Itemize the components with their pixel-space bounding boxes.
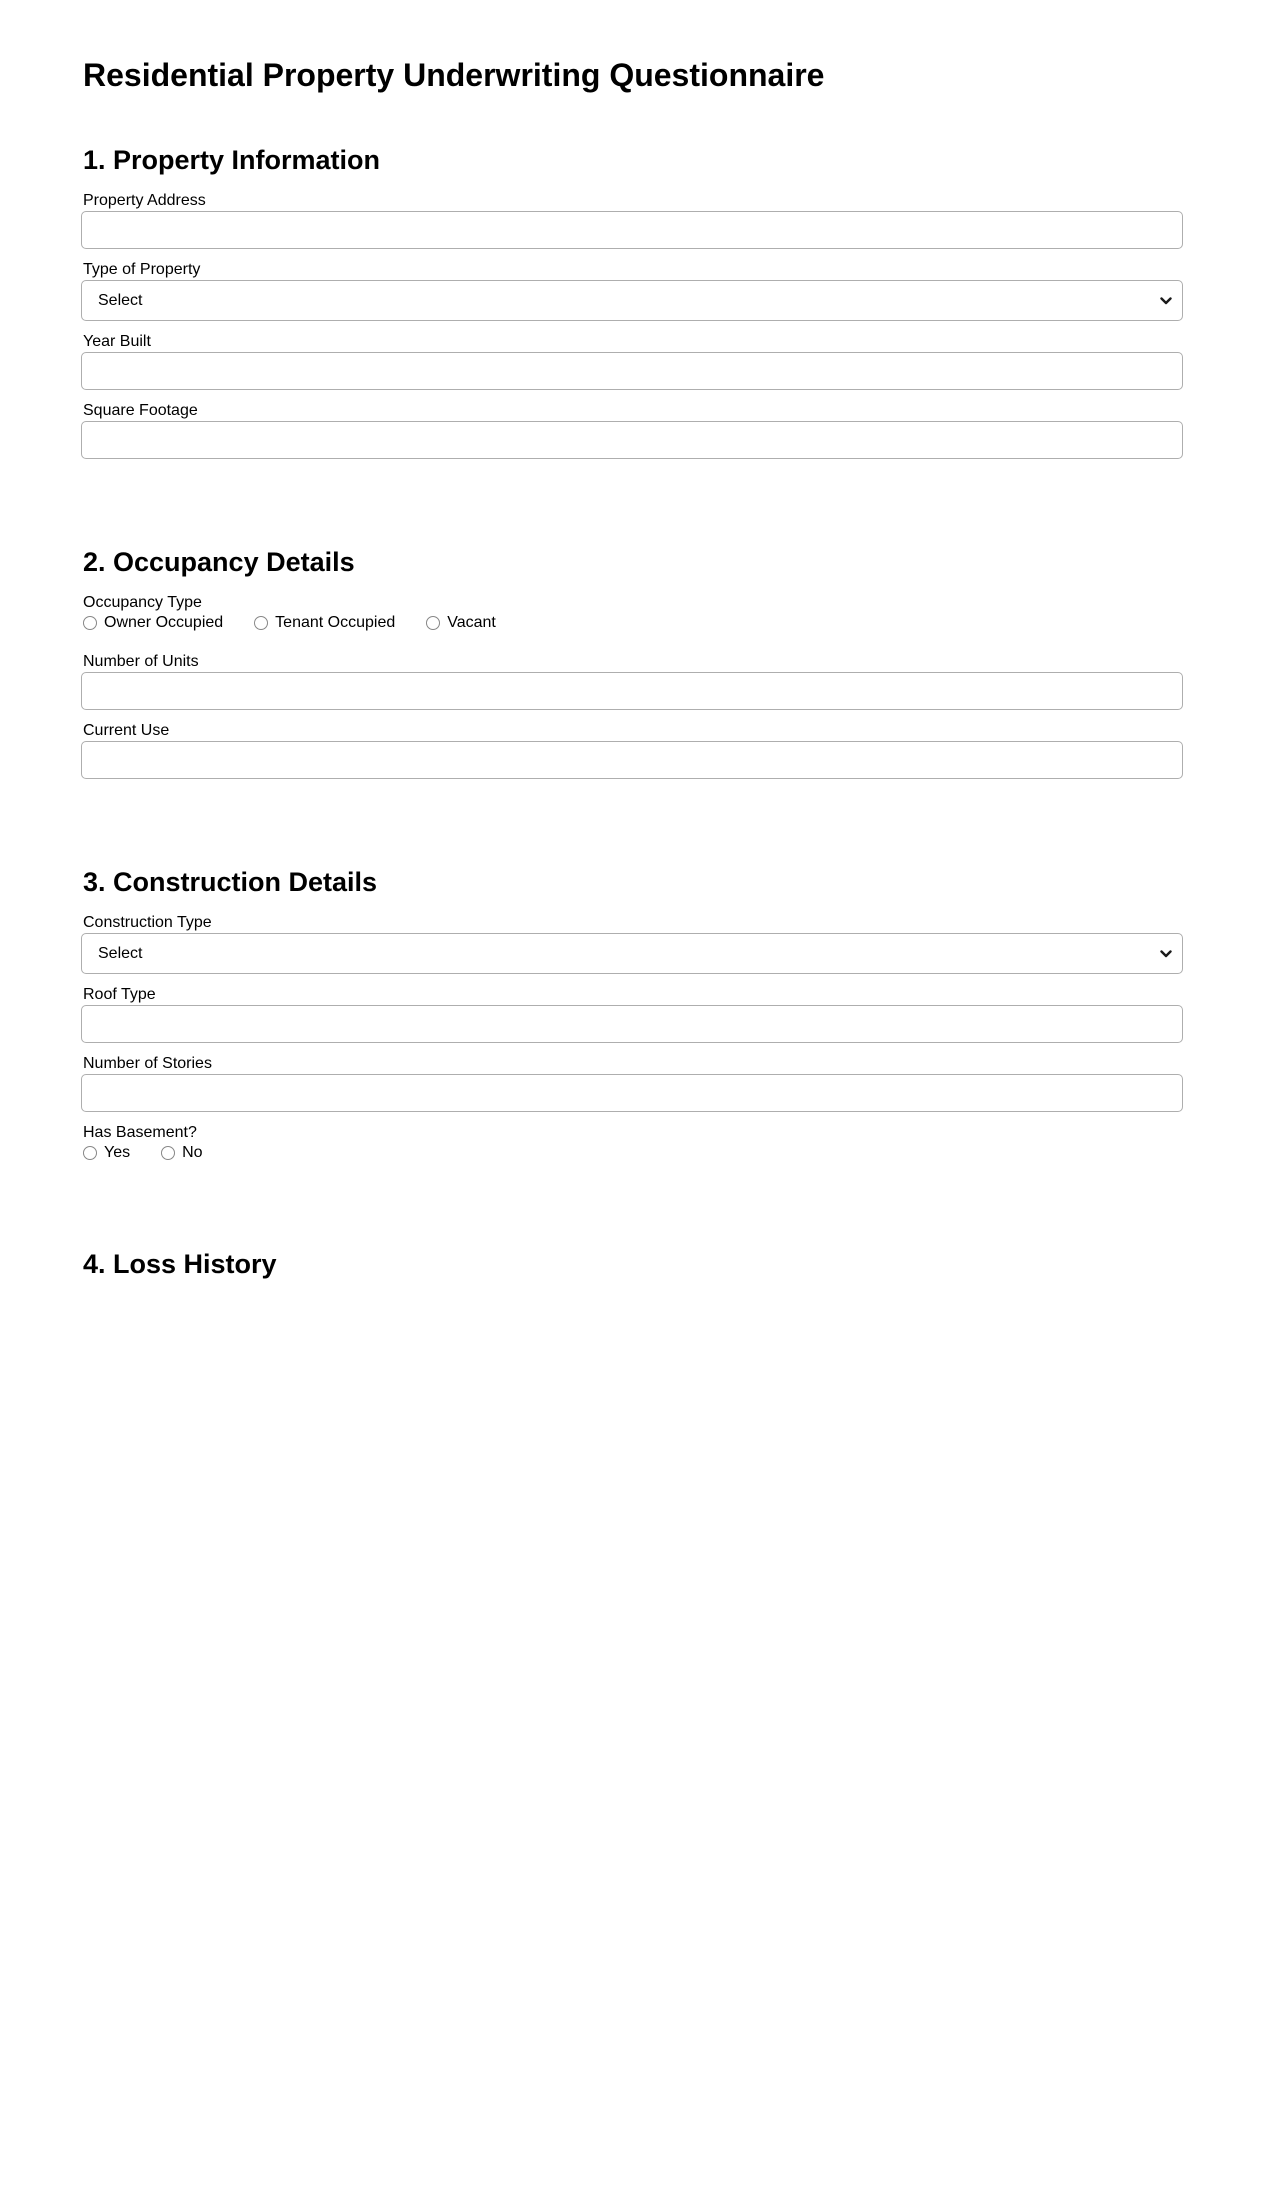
- roof-type-input[interactable]: [81, 1005, 1183, 1043]
- vacant-radio[interactable]: [426, 616, 440, 630]
- occupancy-type-radio-group: [83, 615, 1183, 631]
- property-address-label: Property Address: [83, 192, 206, 209]
- field-has-basement: [81, 1124, 1183, 1161]
- number-of-units-input[interactable]: [81, 672, 1183, 710]
- vacant-radio-label: Vacant: [447, 614, 496, 631]
- year-built-input[interactable]: [81, 352, 1183, 390]
- field-property-address: [81, 192, 1183, 249]
- owner-occupied-radio[interactable]: [83, 616, 97, 630]
- section-heading-construction-details: 3. Construction Details: [83, 867, 378, 897]
- field-current-use: [81, 722, 1183, 779]
- radio-option-tenant-occupied[interactable]: [254, 615, 395, 631]
- square-footage-input[interactable]: [81, 421, 1183, 459]
- owner-occupied-radio-label: Owner Occupied: [104, 614, 224, 631]
- field-occupancy-type: [81, 594, 1183, 631]
- radio-option-yes[interactable]: [83, 1145, 130, 1161]
- tenant-occupied-radio[interactable]: [254, 616, 268, 630]
- has-basement-no-label: No: [182, 1144, 203, 1161]
- has-basement-label: Has Basement?: [83, 1124, 197, 1141]
- construction-type-label: Construction Type: [83, 914, 212, 931]
- field-type-of-property: [81, 261, 1183, 321]
- section-heading-loss-history: 4. Loss History: [83, 1249, 277, 1279]
- section-property-information: [81, 145, 1183, 459]
- square-footage-label: Square Footage: [83, 402, 198, 419]
- number-of-stories-input[interactable]: [81, 1074, 1183, 1112]
- construction-type-select[interactable]: [81, 933, 1183, 974]
- section-construction-details: [81, 867, 1183, 1161]
- current-use-label: Current Use: [83, 722, 170, 739]
- field-roof-type: [81, 986, 1183, 1043]
- field-number-of-stories: [81, 1055, 1183, 1112]
- construction-type-select-wrap: [81, 933, 1183, 974]
- has-basement-no-radio[interactable]: [161, 1146, 175, 1160]
- roof-type-label: Roof Type: [83, 986, 156, 1003]
- year-built-label: Year Built: [83, 333, 151, 350]
- type-of-property-select[interactable]: [81, 280, 1183, 321]
- current-use-input[interactable]: [81, 741, 1183, 779]
- number-of-units-label: Number of Units: [83, 653, 199, 670]
- property-address-input[interactable]: [81, 211, 1183, 249]
- type-of-property-label: Type of Property: [83, 261, 201, 278]
- section-occupancy-details: [81, 547, 1183, 779]
- section-heading-occupancy-details: 2. Occupancy Details: [83, 547, 355, 577]
- field-construction-type: [81, 914, 1183, 974]
- field-number-of-units: [81, 653, 1183, 710]
- has-basement-yes-label: Yes: [104, 1144, 131, 1161]
- field-year-built: [81, 333, 1183, 390]
- has-basement-yes-radio[interactable]: [83, 1146, 97, 1160]
- tenant-occupied-radio-label: Tenant Occupied: [275, 614, 396, 631]
- radio-option-no[interactable]: [161, 1145, 202, 1161]
- occupancy-type-label: Occupancy Type: [83, 594, 202, 611]
- section-loss-history: [81, 1249, 1183, 1280]
- section-heading-property-information: 1. Property Information: [83, 145, 381, 175]
- number-of-stories-label: Number of Stories: [83, 1055, 212, 1072]
- radio-option-vacant[interactable]: [426, 615, 496, 631]
- questionnaire-form: [81, 0, 1183, 1280]
- type-of-property-select-wrap: [81, 280, 1183, 321]
- field-square-footage: [81, 402, 1183, 459]
- has-basement-radio-group: [83, 1145, 1183, 1161]
- page-title: Residential Property Underwriting Questionnaire: [83, 57, 825, 93]
- radio-option-owner-occupied[interactable]: [83, 615, 223, 631]
